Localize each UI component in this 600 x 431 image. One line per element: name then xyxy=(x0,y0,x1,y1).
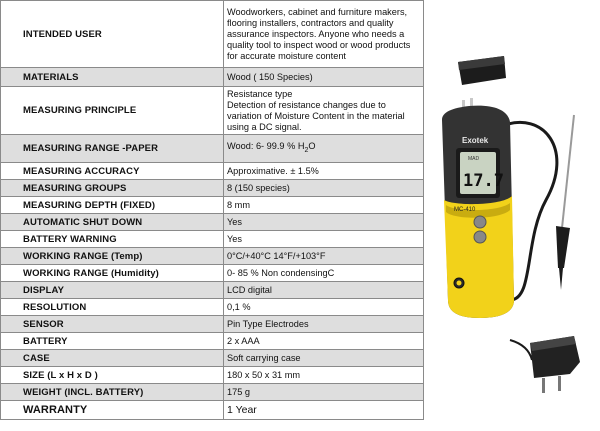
spec-row-size xyxy=(1,367,424,384)
spec-row-battery xyxy=(1,333,424,350)
range-sub: 2 xyxy=(304,146,309,154)
spec-row-measuring-principle xyxy=(1,87,424,135)
spec-label: AUTOMATIC SHUT DOWN xyxy=(1,214,224,231)
spec-row-temp xyxy=(1,248,424,265)
spec-row-display xyxy=(1,282,424,299)
spec-value: Approximative. ± 1.5% xyxy=(224,163,424,180)
spec-label: MEASURING RANGE -PAPER xyxy=(1,135,224,163)
spec-value xyxy=(224,135,424,163)
spec-label: MEASURING PRINCIPLE xyxy=(1,87,224,135)
spec-label: MATERIALS xyxy=(1,68,224,87)
spec-row-measuring-range xyxy=(1,135,424,163)
spec-value: 8 (150 species) xyxy=(224,180,424,197)
device-model: MC-410 xyxy=(454,207,476,213)
spec-row-humidity xyxy=(1,265,424,282)
spec-row-sensor xyxy=(1,316,424,333)
spec-label: SIZE (L x H x D ) xyxy=(1,367,224,384)
spec-value: Woodworkers, cabinet and furniture makers, flooring installers, contractors and quality assurance inspectors. Anyone who needs a quality tool to inspect wood or wood products for accurate moisture content xyxy=(224,1,424,68)
spec-row-depth xyxy=(1,197,424,214)
spec-row-shutdown xyxy=(1,214,424,231)
probe-cap-icon xyxy=(458,56,506,85)
external-probe-icon xyxy=(556,115,574,290)
spec-row-intended-user xyxy=(1,1,424,68)
spec-label: MEASURING ACCURACY xyxy=(1,163,224,180)
spec-value: 2 x AAA xyxy=(224,333,424,350)
spec-row-materials xyxy=(1,68,424,87)
spec-label: WORKING RANGE (Humidity) xyxy=(1,265,224,282)
spec-row-warranty xyxy=(1,401,424,420)
spec-value: Pin Type Electrodes xyxy=(224,316,424,333)
spec-row-resolution xyxy=(1,299,424,316)
spec-value: LCD digital xyxy=(224,282,424,299)
spec-label: MEASURING DEPTH (FIXED) xyxy=(1,197,224,214)
spec-label: CASE xyxy=(1,350,224,367)
spec-label: WARRANTY xyxy=(1,401,224,420)
spec-value: 0- 85 % Non condensingC xyxy=(224,265,424,282)
spec-value: Soft carrying case xyxy=(224,350,424,367)
spec-label: WORKING RANGE (Temp) xyxy=(1,248,224,265)
spec-value: 0°C/+40°C 14°F/+103°F xyxy=(224,248,424,265)
spec-value: 8 mm xyxy=(224,197,424,214)
spec-label: INTENDED USER xyxy=(1,1,224,68)
spec-row-weight xyxy=(1,384,424,401)
power-adapter-icon xyxy=(510,336,580,393)
spec-value: 180 x 50 x 31 mm xyxy=(224,367,424,384)
spec-label: BATTERY xyxy=(1,333,224,350)
spec-label: BATTERY WARNING xyxy=(1,231,224,248)
product-illustration xyxy=(424,0,600,431)
spec-value: 1 Year xyxy=(224,401,424,420)
device-brand: Exotek xyxy=(462,136,489,145)
range-main: Wood: 6- 99.9 % H xyxy=(227,141,305,152)
spec-value: 175 g xyxy=(224,384,424,401)
spec-value: Yes xyxy=(224,214,424,231)
spec-label: RESOLUTION xyxy=(1,299,224,316)
device-display-label: MAD xyxy=(468,156,480,162)
spec-label: WEIGHT (INCL. BATTERY) xyxy=(1,384,224,401)
spec-row-battery-warning xyxy=(1,231,424,248)
range-tail: O xyxy=(308,141,316,152)
device-display-value: 17.7 xyxy=(463,171,504,191)
spec-value: 0,1 % xyxy=(224,299,424,316)
spec-label: DISPLAY xyxy=(1,282,224,299)
spec-label: SENSOR xyxy=(1,316,224,333)
spec-value: Wood ( 150 Species) xyxy=(224,68,424,87)
spec-value: Yes xyxy=(224,231,424,248)
spec-label: MEASURING GROUPS xyxy=(1,180,224,197)
spec-row-groups xyxy=(1,180,424,197)
spec-row-case xyxy=(1,350,424,367)
spec-value: Resistance type Detection of resistance changes due to variation of Moisture Content in the material using a DC signal. xyxy=(224,87,424,135)
spec-row-accuracy xyxy=(1,163,424,180)
